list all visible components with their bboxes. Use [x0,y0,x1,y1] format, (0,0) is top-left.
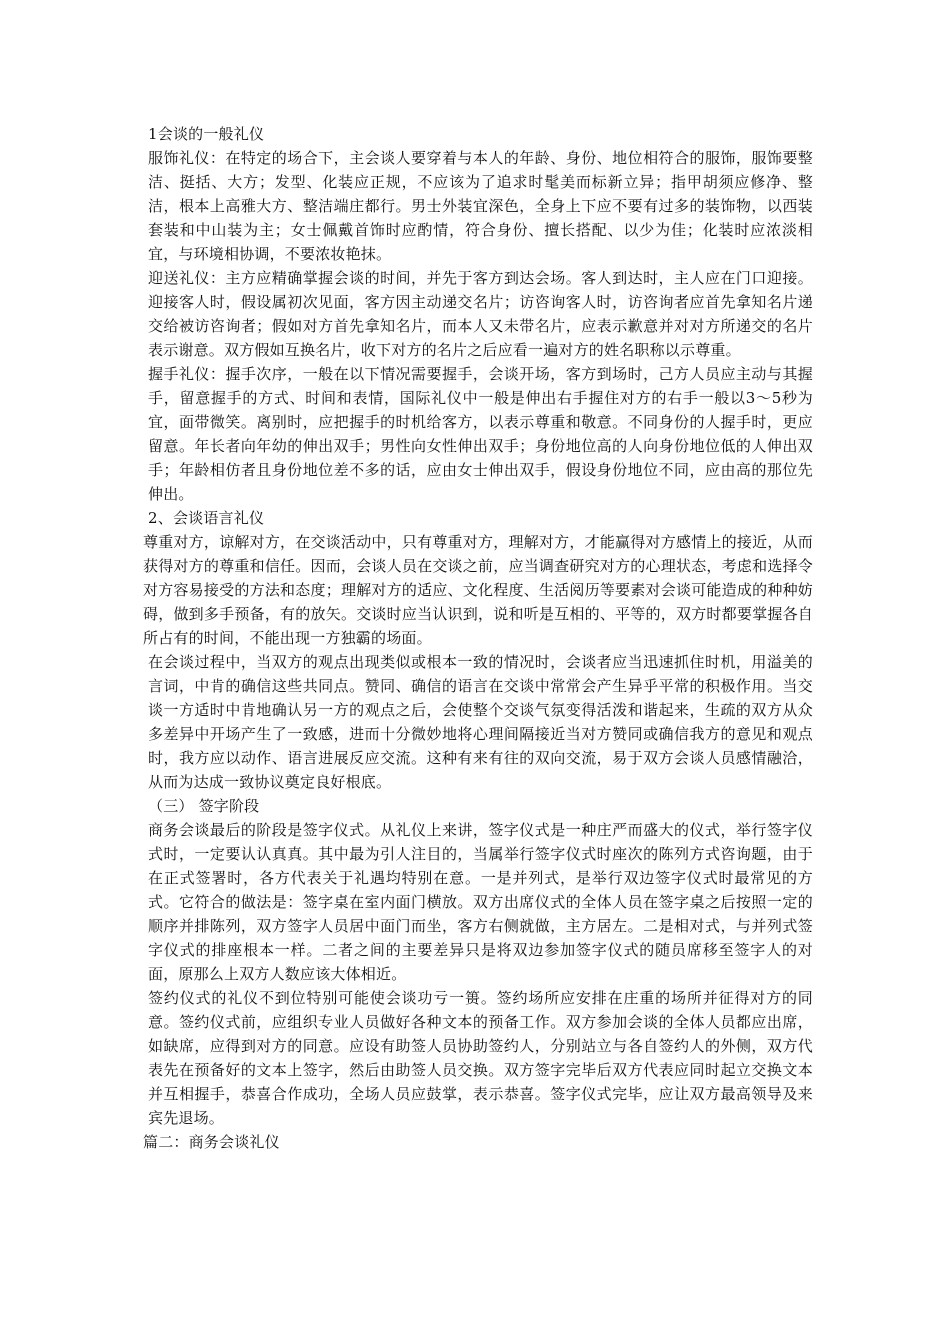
paragraph-handshake-etiquette: 握手礼仪：握手次序，一般在以下情况需要握手，会谈开场，客方到场时，己方人员应主动与其握手，留意握手的方式、时间和表情，国际礼仪中一般是伸出右手握住对方的右手一般以3～5秒为宜，面带微笑。离别时，应把握手的时机给客方，以表示尊重和敬意。不同身份的人握手时，更应留意。年长者向年幼的伸出双手；男性向女性伸出双手；身份地位高的人向身份地位低的人伸出双手；年龄相仿者且身份地位差不多的话，应由女士伸出双手，假设身份地位不同，应由高的那位先伸出。 [148,365,813,503]
paragraph-signing-ceremony: 商务会谈最后的阶段是签字仪式。从礼仪上来讲，签字仪式是一种庄严而盛大的仪式，举行签字仪式时，一定要认认真真。其中最为引人注目的，当属举行签字仪式时座次的陈列方式咨询题，由于在正式签署时，各方代表关于礼遇均特别在意。一是并列式，是举行双边签字仪式时最常见的方式。它符合的做法是：签字桌在室内面门横放。双方出席仪式的全体人员在签字桌之后按照一定的顺序并排陈列，双方签字人员居中面门而坐，客方右侧就做，主方居左。二是相对式，与并列式签字仪式的排座根本一样。二者之间的主要差异只是将双边参加签字仪式的随员席移至签字人的对面，原那么上双方人数应该大体相近。 [148,821,813,983]
paragraph-dress-etiquette: 服饰礼仪：在特定的场合下，主会谈人要穿着与本人的年龄、身份、地位相符合的服饰，服饰要整洁、挺括、大方；发型、化装应正规，不应该为了追求时髦美而标新立异；指甲胡须应修净、整洁，根本上高雅大方、整洁端庄都行。男士外装宜深色，全身上下应不要有过多的装饰物，以西装套装和中山装为主；女士佩戴首饰时应酌情，符合身份、擅长搭配、以少为佳；化装时应浓淡相宜，与环境相协调，不要浓妆艳抹。 [148,149,813,263]
paragraph-affirmation: 在会谈过程中，当双方的观点出现类似或根本一致的情况时，会谈者应当迅速抓住时机，用溢美的言词，中肯的确信这些共同点。赞同、确信的语言在交谈中常常会产生异乎平常的积极作用。当交谈一方适时中肯地确认另一方的观点之后，会使整个交谈气氛变得活泼和谐起来，生疏的双方从众多差异中开场产生了一致感，进而十分微妙地将心理间隔接近当对方赞同或确信我方的意见和观点时，我方应以动作、语言进展反应交流。这种有来有往的双向交流，易于双方会谈人员感情融洽，从而为达成一致协议奠定良好根底。 [148,653,813,791]
section-heading-general-etiquette: 1会谈的一般礼仪 [148,125,265,143]
paragraph-reception-etiquette: 迎送礼仪：主方应精确掌握会谈的时间，并先于客方到达会场。客人到达时，主人应在门口迎接。迎接客人时，假设属初次见面，客方因主动递交名片；访咨询客人时，访咨询者应首先拿知名片递交给被访咨询者；假如对方首先拿知名片，而本人又未带名片，应表示歉意并对对方所递交的名片表示谢意。双方假如互换名片，收下对方的名片之后应看一遍对方的姓名职称以示尊重。 [148,269,813,359]
section-heading-language-etiquette: 2、会谈语言礼仪 [148,509,265,527]
paragraph-respect-understanding: 尊重对方，谅解对方，在交谈活动中，只有尊重对方，理解对方，才能赢得对方感情上的接近，从而获得对方的尊重和信任。因而，会谈人员在交谈之前，应当调查研究对方的心理状态，考虑和选择令对方容易接受的方法和态度；理解对方的适应、文化程度、生活阅历等要素对会谈可能造成的种种妨碍，做到多手预备，有的放矢。交谈时应当认识到，说和听是互相的、平等的，双方时都要掌握各自所占有的时间，不能出现一方独霸的场面。 [143,533,813,647]
document-body [143,122,813,1154]
section-heading-signing-stage: （三） 签字阶段 [148,797,260,815]
paragraph-signing-etiquette: 签约仪式的礼仪不到位特别可能使会谈功亏一篑。签约场所应安排在庄重的场所并征得对方的同意。签约仪式前，应组织专业人员做好各种文本的预备工作。双方参加会谈的全体人员都应出席，如缺席，应得到对方的同意。应设有助签人员协助签约人，分别站立与各自签约人的外侧，双方代表先在预备好的文本上签字，然后由助签人员交换。双方签字完毕后双方代表应同时起立交换文本并互相握手，恭喜合作成功，全场人员应鼓掌，表示恭喜。签字仪式完毕，应让双方最高领导及来宾先退场。 [148,989,813,1127]
section-heading-part-two: 篇二：商务会谈礼仪 [143,1133,280,1151]
